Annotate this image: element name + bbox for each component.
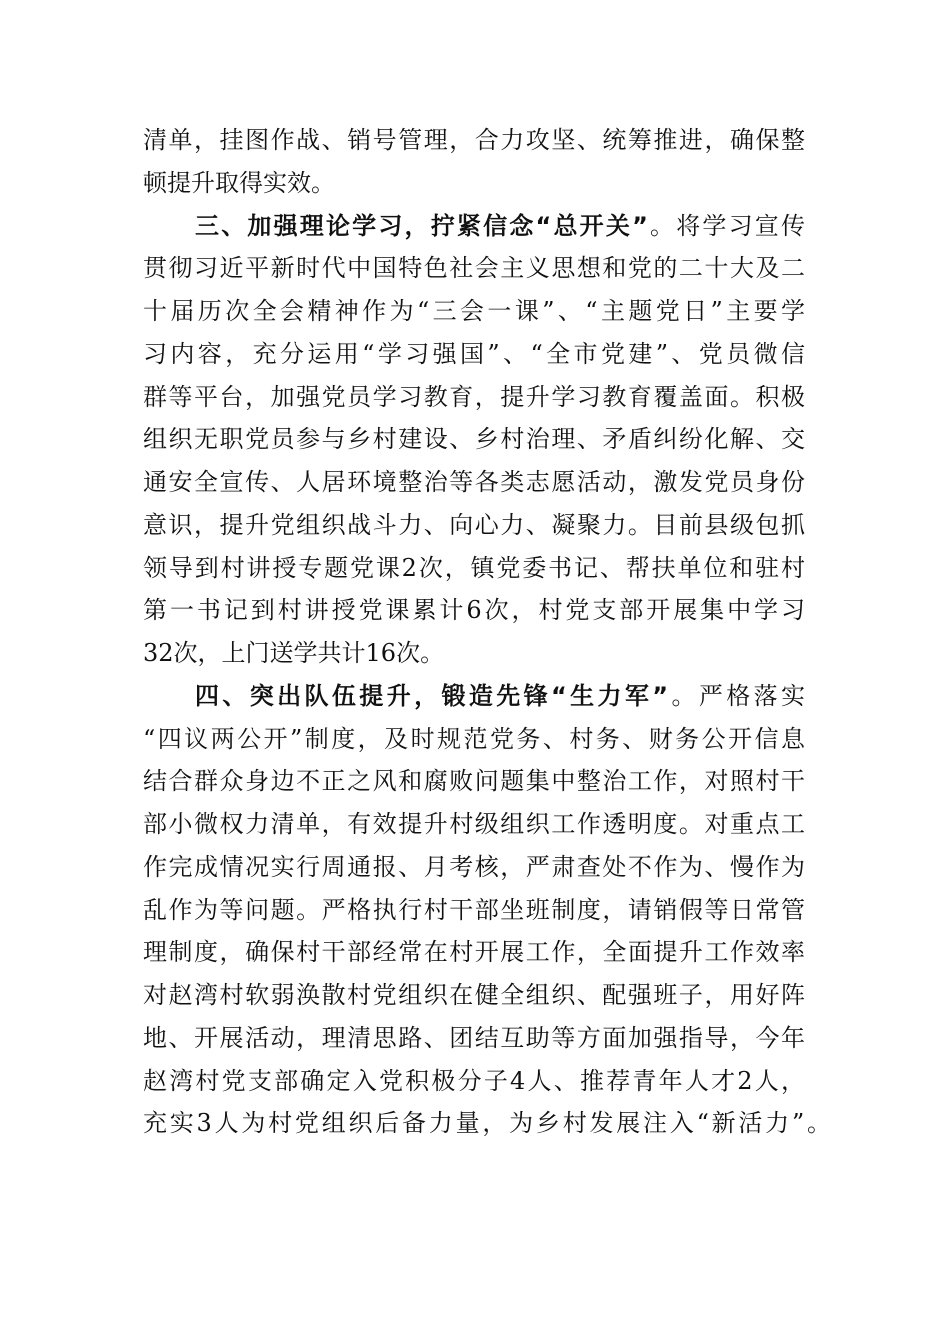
text-line — [143, 504, 805, 546]
line-text: 清单，挂图作战、销号管理，合力攻坚、统筹推进，确保整 — [143, 126, 805, 154]
text-line — [143, 333, 805, 375]
line-text: 组织无职党员参与乡村建设、乡村治理、矛盾纠纷化解、交 — [143, 425, 805, 454]
text-line — [143, 461, 805, 503]
line-text: 结合群众身边不正之风和腐败问题集中整治工作，对照村干 — [143, 767, 805, 796]
section-heading: 四、突出队伍提升，锻造先锋“生力军” — [195, 681, 669, 710]
line-text: 部小微权力清单，有效提升村级组织工作透明度。对重点工 — [143, 810, 805, 838]
section-heading: 三、加强理论学习，拧紧信念“总开关” — [195, 211, 648, 240]
line-text: 第一书记到村讲授党课累计6次，村党支部开展集中学习 — [143, 596, 805, 625]
line-text: “四议两公开”制度，及时规范党务、村务、财务公开信息 — [143, 724, 805, 753]
text-line — [143, 632, 805, 674]
line-text: 贯彻习近平新时代中国特色社会主义思想和党的二十大及二 — [143, 254, 805, 283]
section-heading-line — [195, 205, 805, 247]
text-line — [143, 803, 805, 845]
line-text: 。将学习宣传 — [647, 211, 806, 240]
text-line — [143, 889, 805, 931]
line-text: 作完成情况实行周通报、月考核，严肃查处不作为、慢作为 — [143, 852, 805, 881]
line-text: 对赵湾村软弱涣散村党组织在健全组织、配强班子，用好阵 — [143, 981, 805, 1009]
text-line — [143, 247, 805, 289]
text-line — [143, 290, 805, 332]
line-text: 领导到村讲授专题党课2次，镇党委书记、帮扶单位和驻村 — [143, 553, 805, 582]
text-line — [143, 376, 805, 418]
text-line — [143, 1060, 805, 1102]
section-heading-line — [195, 675, 805, 717]
text-line — [143, 846, 805, 888]
text-line — [143, 718, 805, 760]
text-line — [143, 760, 805, 802]
text-line — [143, 1102, 831, 1144]
line-text: 通安全宣传、人居环境整治等各类志愿活动，激发党员身份 — [143, 468, 805, 496]
line-text: 理制度，确保村干部经常在村开展工作，全面提升工作效率 — [143, 938, 805, 967]
text-line — [143, 589, 805, 631]
line-text: 。严格落实 — [668, 681, 805, 710]
line-text: 顿提升取得实效。 — [143, 168, 335, 197]
text-line — [143, 162, 805, 204]
text-line — [143, 418, 805, 460]
line-text: 32次，上门送学共计16次。 — [143, 639, 445, 667]
line-text: 地、开展活动，理清思路、团结互助等方面加强指导，今年 — [143, 1023, 805, 1052]
text-line — [143, 974, 805, 1016]
line-text: 乱作为等问题。严格执行村干部坐班制度，请销假等日常管 — [143, 895, 805, 924]
line-text: 群等平台，加强党员学习教育，提升学习教育覆盖面。积极 — [143, 382, 805, 411]
line-text: 十届历次全会精神作为“三会一课”、“主题党日”主要学 — [143, 297, 805, 325]
line-text: 意识，提升党组织战斗力、向心力、凝聚力。目前县级包抓 — [143, 510, 805, 539]
text-line — [143, 119, 805, 161]
line-text: 充实3人为村党组织后备力量，为乡村发展注入“新活力”。 — [143, 1109, 831, 1138]
text-line — [143, 547, 805, 589]
line-text: 赵湾村党支部确定入党积极分子4人、推荐青年人才2人， — [143, 1066, 805, 1095]
text-line — [143, 1017, 805, 1059]
text-line — [143, 931, 805, 973]
line-text: 习内容，充分运用“学习强国”、“全市党建”、党员微信 — [143, 339, 805, 368]
